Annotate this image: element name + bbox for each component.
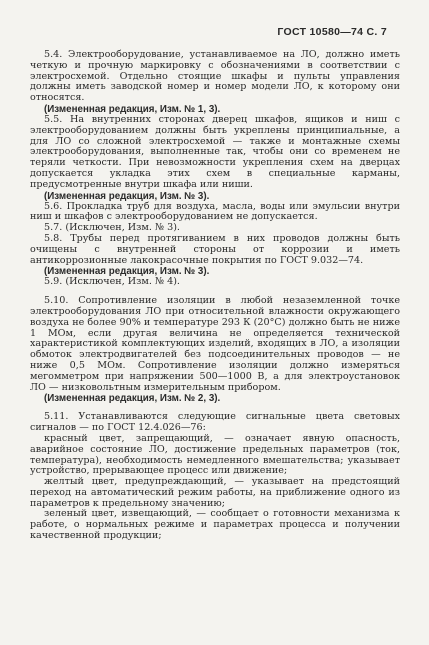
amendment-note: (Измененная редакция, Изм. № 3).: [44, 190, 210, 202]
paragraph: 5.7. (Исключен, Изм. № 3).: [44, 222, 180, 234]
amendment-note: (Измененная редакция, Изм. № 3).: [44, 266, 210, 278]
paragraph: зеленый цвет, извещающий, — сообщает о готовности механизма к работе, о нормальных режиме и параметрах процесса и получении качественной продукции;: [30, 508, 400, 542]
amendment-note: (Измененная редакция, Изм. № 2, 3).: [44, 393, 221, 405]
paragraph: 5.9. (Исключен, Изм. № 4).: [44, 276, 180, 288]
paragraph: 5.8. Трубы перед протягиванием в них проводов должны быть очищены с внутренней стороны от коррозии и иметь антикоррозионные лакокрасочные покрытия по ГОСТ 9.032—74.: [30, 232, 400, 266]
paragraph: 5.10. Сопротивление изоляции в любой незаземленной точке электрооборудования ЛО при относительной влажности окружающего воздуха не более 90% и температуре 293 К (20°С) должно быть не ниже 1 МОм, если другая величина не определяется технической характеристикой комплектующих изделий, входящих в ЛО, а изоляции обмоток электродвигателей без подсоединительных проводов — не ниже 0,5 МОм. Сопротивление изоляции должно измеряться мегомметром при напряжении 500—1000 В, а для электроустановок ЛО — низковольтным измерительным прибором.: [30, 295, 400, 393]
document-body: [30, 50, 400, 542]
page-header: ГОСТ 10580—74 С. 7: [277, 26, 387, 38]
paragraph: 5.11. Устанавливаются следующие сигнальные цвета световых сигналов — по ГОСТ 12.4.026—76:: [30, 411, 400, 434]
paragraph: 5.4. Электрооборудование, устанавливаемое на ЛО, должно иметь четкую и прочную маркировку с обозначениями в соответствии с электросхемой. Отдельно стоящие шкафы и пульты управления должны иметь заводской номер и номер модели ЛО, к которому они относятся.: [30, 49, 400, 104]
amendment-note: (Измененная редакция, Изм. № 1, 3).: [44, 103, 221, 115]
paragraph: 5.6. Прокладка труб для воздуха, масла, воды или эмульсии внутри ниш и шкафов с электрооборудованием не допускается.: [30, 200, 400, 223]
paragraph: желтый цвет, предупреждающий, — указывает на предстоящий переход на автоматический режим работы, на приближение одного из параметров к предельному значению;: [30, 476, 400, 509]
paragraph: 5.5. На внутренних сторонах дверец шкафов, ящиков и ниш с электрооборудованием должны быть укреплены принципиальные, а для ЛО со сложной электросхемой — также и монтажные схемы электрооборудования, выполненные так, чтобы они со временем не теряли четкости. При невозможности укрепления схем на дверцах допускается укладка этих схем в специальные карманы, предусмотренные внутри шкафа или ниши.: [30, 113, 400, 190]
paragraph: красный цвет, запрещающий, — означает явную опасность, аварийное состояние ЛО, достижение предельных параметров (ток, температура), необходимость немедленного вмешательства; указывает устройство, прерывающее процесс или движение;: [30, 432, 400, 477]
